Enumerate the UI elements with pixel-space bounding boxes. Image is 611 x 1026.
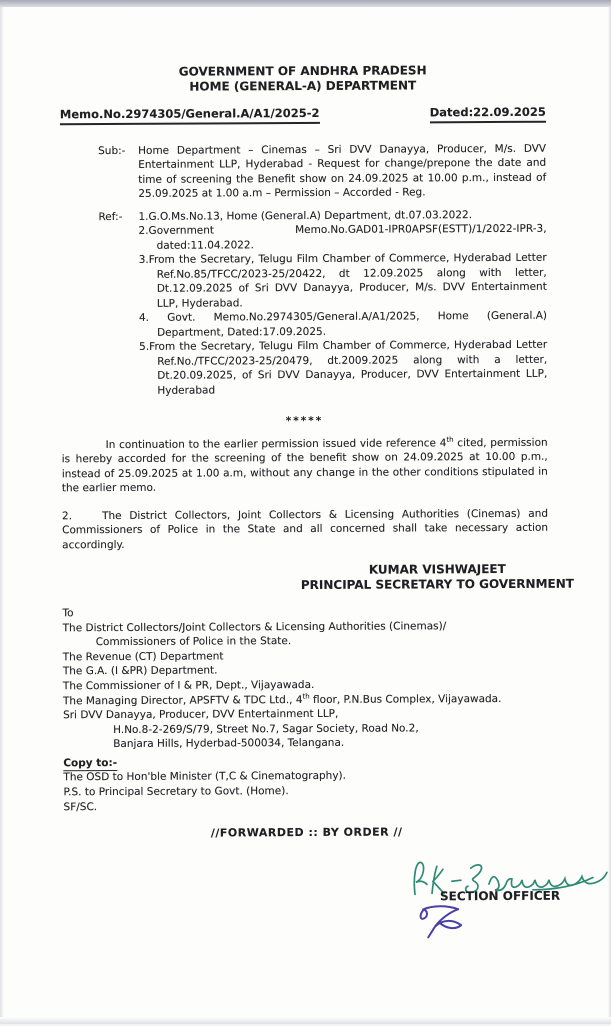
government-title: GOVERNMENT OF ANDHRA PRADESH xyxy=(178,63,427,79)
photo-bottom-edge xyxy=(0,1017,611,1024)
photo-top-edge xyxy=(0,0,611,7)
separator-asterisks: ***** xyxy=(285,414,324,428)
body-paragraph-2 xyxy=(62,506,548,552)
reference-item: 5.From the Secretary, Telugu Film Chamber of Commerce, Hyderabad Letter Ref.No./TFCC/2023-25/20479, dt.2009.2025 along with a letter, Dt.20.09.2025, of Sri DVV Danayya, Producer, DVV Entertainment LLP, Hyderabad xyxy=(139,338,548,397)
signatory-title: PRINCIPAL SECRETARY TO GOVERNMENT xyxy=(300,576,574,593)
addressee-line: H.No.8-2-269/S/79, Street No.7, Sagar Society, Road No.2, xyxy=(113,722,419,736)
subject-text: Home Department – Cinemas – Sri DVV Danayya, Producer, M/s. DVV Entertainment LLP, Hyderabad - Request for change/prepone the date and time of screening the Benefit show on 24.09.2025 at 10.00 p.m., instead of 25.09.2025 at 1.00 a.m – Permission – Accorded - Reg. xyxy=(138,142,547,200)
memo-date: Dated:22.09.2025 xyxy=(430,105,546,123)
copy-line: P.S. to Principal Secretary to Govt. (Home). xyxy=(63,785,289,799)
addressee-line6-pre: The Managing Director, APSFTV & TDC Ltd., 4 xyxy=(62,693,303,707)
copy-line: SF/SC. xyxy=(63,800,98,813)
addressee-line: Banjara Hills, Hyderbad-500034, Telangana. xyxy=(113,737,345,751)
officer-initials-mark xyxy=(414,900,472,944)
copy-line: The OSD to Hon'ble Minister (T,C & Cinematography). xyxy=(63,770,347,784)
addressee-line: The Commissioner of I & PR, Dept., Vijayawada. xyxy=(62,678,315,693)
copy-to-heading-text: Copy to:- xyxy=(63,756,118,770)
forwarded-line: //FORWARDED :: BY ORDER // xyxy=(210,825,403,840)
addressee-line: The G.A. (I &PR) Department. xyxy=(62,664,218,678)
reference-item: 3.From the Secretary, Telugu Film Chamber of Commerce, Hyderabad Letter Ref.No.85/TFCC/2023-25/20422, dt 12.09.2025 along with letter, Dt.12.09.2025 of Sri DVV Danayya, Producer, M/s. DVV Entertainment LLP, Hyderabad. xyxy=(138,251,547,310)
memo-row xyxy=(60,105,546,125)
addressee-line: Commissioners of Police in the State. xyxy=(95,635,292,649)
signatory-name: KUMAR VISHWAJEET xyxy=(368,561,506,577)
para1-post: cited, permission is hereby accorded for the screening of the benefit show on 24.09.2025 at 10.00 p.m., instead of 25.09.2025 at 1.00 a.m, without any change in the other conditions stipulated in the earlier memo. xyxy=(61,436,548,495)
addressee-line: Sri DVV Danayya, Producer, DVV Entertainment LLP, xyxy=(63,707,339,722)
body-paragraph-1 xyxy=(62,435,548,496)
signatory-block xyxy=(292,562,582,594)
memo-number: Memo.No.2974305/General.A/A1/2025-2 xyxy=(60,106,320,125)
para1-pre: In continuation to the earlier permission issued vide reference 4 xyxy=(105,436,447,451)
reference-block xyxy=(60,207,547,398)
subject-block xyxy=(60,141,546,202)
subject-label: Sub:- xyxy=(98,144,126,157)
reference-item: 1.G.O.Ms.No.13, Home (General.A) Department, dt.07.03.2022. xyxy=(138,208,473,223)
addressee-line: The District Collectors/Joint Collectors & Licensing Authorities (Cinemas)/ xyxy=(62,619,447,634)
para1-superscript: th xyxy=(446,435,454,444)
para2-text: The District Collectors, Joint Collectors & Licensing Authorities (Cinemas) and Commissioners of Police in the State and all concerned shall take necessary action accordingly. xyxy=(62,507,549,551)
addressee-line6-superscript: th xyxy=(302,692,310,701)
memo-content xyxy=(59,63,574,842)
department-title: HOME (GENERAL-A) DEPARTMENT xyxy=(189,78,417,94)
photo-left-edge xyxy=(0,7,4,1024)
to-label: To xyxy=(62,607,74,620)
reference-list xyxy=(138,207,547,398)
section-officer-title: SECTION OFFICER xyxy=(439,888,561,904)
reference-label: Ref:- xyxy=(98,210,123,223)
addressee-line xyxy=(63,691,549,708)
para2-number: 2. xyxy=(61,509,73,522)
department-header xyxy=(60,63,546,96)
reference-item: 2.Government Memo.No.GAD01-IPR0APSF(ESTT)/1/2022-IPR-3, dated:11.04.2022. xyxy=(138,222,547,252)
addressee-line: The Revenue (CT) Department xyxy=(62,650,224,664)
reference-item: 4. Govt. Memo.No.2974305/General.A/A1/2025, Home (General.A) Department, Dated:17.09.2025. xyxy=(138,309,548,339)
addressee-line6-post: floor, P.N.Bus Complex, Vijayawada. xyxy=(309,692,502,706)
